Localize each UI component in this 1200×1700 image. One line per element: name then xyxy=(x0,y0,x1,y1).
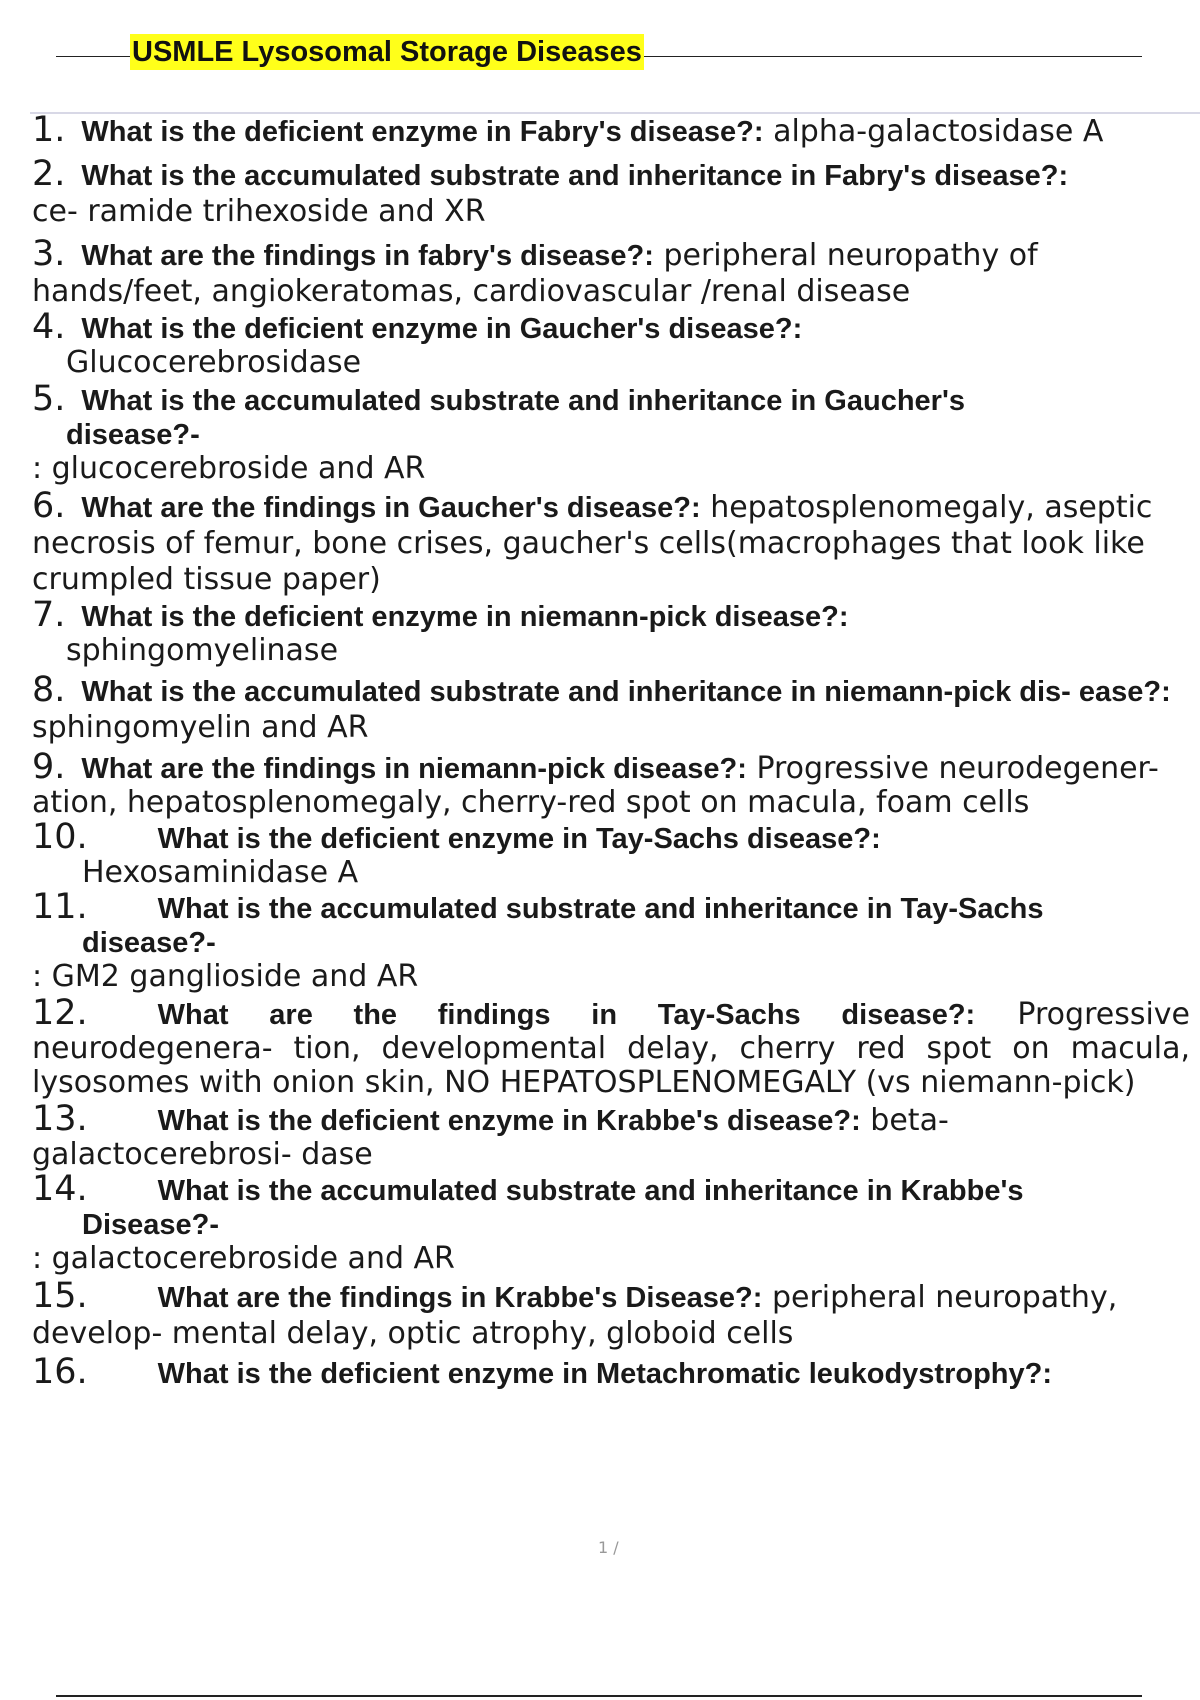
answer-text: sphingomyelin and AR xyxy=(32,710,369,745)
question-item xyxy=(32,1354,1190,1392)
question-item xyxy=(32,817,1190,890)
question-number: 5. xyxy=(32,379,66,419)
question-item xyxy=(32,595,1190,668)
question-number: 16. xyxy=(32,1352,88,1392)
question-number: 8. xyxy=(32,670,66,710)
question-text: What is the accumulated substrate and inheritance in niemann-pick dis- ease?: xyxy=(81,676,1171,708)
question-text: What are the findings in fabry's disease?: xyxy=(81,240,654,272)
answer-text: Progressive neurodegenera- tion, developmental delay, cherry red spot on macula, lysosomes with onion skin, NO HEPATOSPLENOMEGALY (vs niemann-pick) xyxy=(32,997,1191,1100)
question-text: What is the accumulated substrate and inheritance in Krabbe's xyxy=(157,1175,1024,1207)
page-number: 1 / xyxy=(598,1538,619,1557)
question-number: 14. xyxy=(32,1169,88,1209)
answer-text: Hexosaminidase A xyxy=(82,855,359,890)
answer-text: Progressive neurodegener- ation, hepatosplenomegaly, cherry-red spot on macula, foam cells xyxy=(32,751,1159,820)
question-text: What are the findings in Gaucher's disease?: xyxy=(81,492,701,524)
answer-text: : galactocerebroside and AR xyxy=(32,1241,455,1276)
answer-text: sphingomyelinase xyxy=(66,633,339,668)
question-item xyxy=(32,488,1190,598)
question-number: 13. xyxy=(32,1099,88,1139)
question-text: What are the findings in Krabbe's Disease?: xyxy=(157,1282,763,1314)
question-text: What is the deficient enzyme in Fabry's disease?: xyxy=(81,116,764,148)
question-number: 15. xyxy=(32,1276,88,1316)
footer-rule xyxy=(56,1695,1142,1697)
question-text: What is the deficient enzyme in Metachromatic leukodystrophy?: xyxy=(157,1358,1052,1390)
question-text-continued: disease?- xyxy=(66,419,200,451)
question-item xyxy=(32,156,1190,230)
question-item xyxy=(32,993,1191,1100)
question-item xyxy=(32,747,1190,820)
question-number: 1. xyxy=(32,110,66,150)
document-header xyxy=(56,30,1142,70)
question-text: What are the findings in niemann-pick disease?: xyxy=(81,753,747,785)
question-number: 10. xyxy=(32,817,88,857)
question-text: What is the accumulated substrate and inheritance in Tay-Sachs xyxy=(157,893,1044,925)
question-item xyxy=(32,236,1190,310)
question-text: What is the deficient enzyme in Gaucher's disease?: xyxy=(81,313,803,345)
question-number: 2. xyxy=(32,154,66,194)
question-item xyxy=(32,112,1190,150)
question-text: What is the accumulated substrate and inheritance in Fabry's disease?: xyxy=(81,160,1069,192)
question-number: 4. xyxy=(32,307,66,347)
question-number: 9. xyxy=(32,747,66,787)
question-number: 7. xyxy=(32,595,66,635)
question-text: What is the accumulated substrate and inheritance in Gaucher's xyxy=(81,385,965,417)
question-item xyxy=(32,672,1190,746)
question-list xyxy=(32,112,1190,1392)
question-item xyxy=(32,1169,1190,1276)
question-number: 3. xyxy=(32,234,66,274)
question-text-continued: disease?- xyxy=(82,927,216,959)
answer-text: ce- ramide trihexoside and XR xyxy=(32,194,486,229)
question-text: What is the deficient enzyme in Tay-Sachs disease?: xyxy=(157,823,881,855)
answer-text: peripheral neuropathy of hands/feet, angiokeratomas, cardiovascular /renal disease xyxy=(32,238,1038,309)
question-text: What are the findings in Tay-Sachs disease?: xyxy=(157,999,976,1031)
answer-text: hepatosplenomegaly, aseptic necrosis of femur, bone crises, gaucher's cells(macrophages that look like crumpled tissue paper) xyxy=(32,490,1153,597)
question-text-continued: Disease?- xyxy=(82,1209,220,1241)
question-item xyxy=(32,1099,1190,1172)
question-number: 11. xyxy=(32,887,88,927)
answer-text: peripheral neuropathy, develop- mental delay, optic atrophy, globoid cells xyxy=(32,1280,1118,1351)
question-number: 12. xyxy=(32,993,88,1033)
question-item xyxy=(32,379,1190,486)
answer-text: beta-galactocerebrosi- dase xyxy=(32,1103,949,1172)
question-item xyxy=(32,307,1190,380)
question-item xyxy=(32,1278,1190,1352)
answer-text: Glucocerebrosidase xyxy=(66,345,362,380)
question-item xyxy=(32,887,1190,994)
document-title: USMLE Lysosomal Storage Diseases xyxy=(132,36,642,68)
answer-text: : glucocerebroside and AR xyxy=(32,451,426,486)
question-text: What is the deficient enzyme in niemann-pick disease?: xyxy=(81,601,849,633)
answer-text: alpha-galactosidase A xyxy=(763,114,1104,149)
answer-text: : GM2 ganglioside and AR xyxy=(32,959,419,994)
question-text: What is the deficient enzyme in Krabbe's disease?: xyxy=(157,1105,861,1137)
question-number: 6. xyxy=(32,486,66,526)
